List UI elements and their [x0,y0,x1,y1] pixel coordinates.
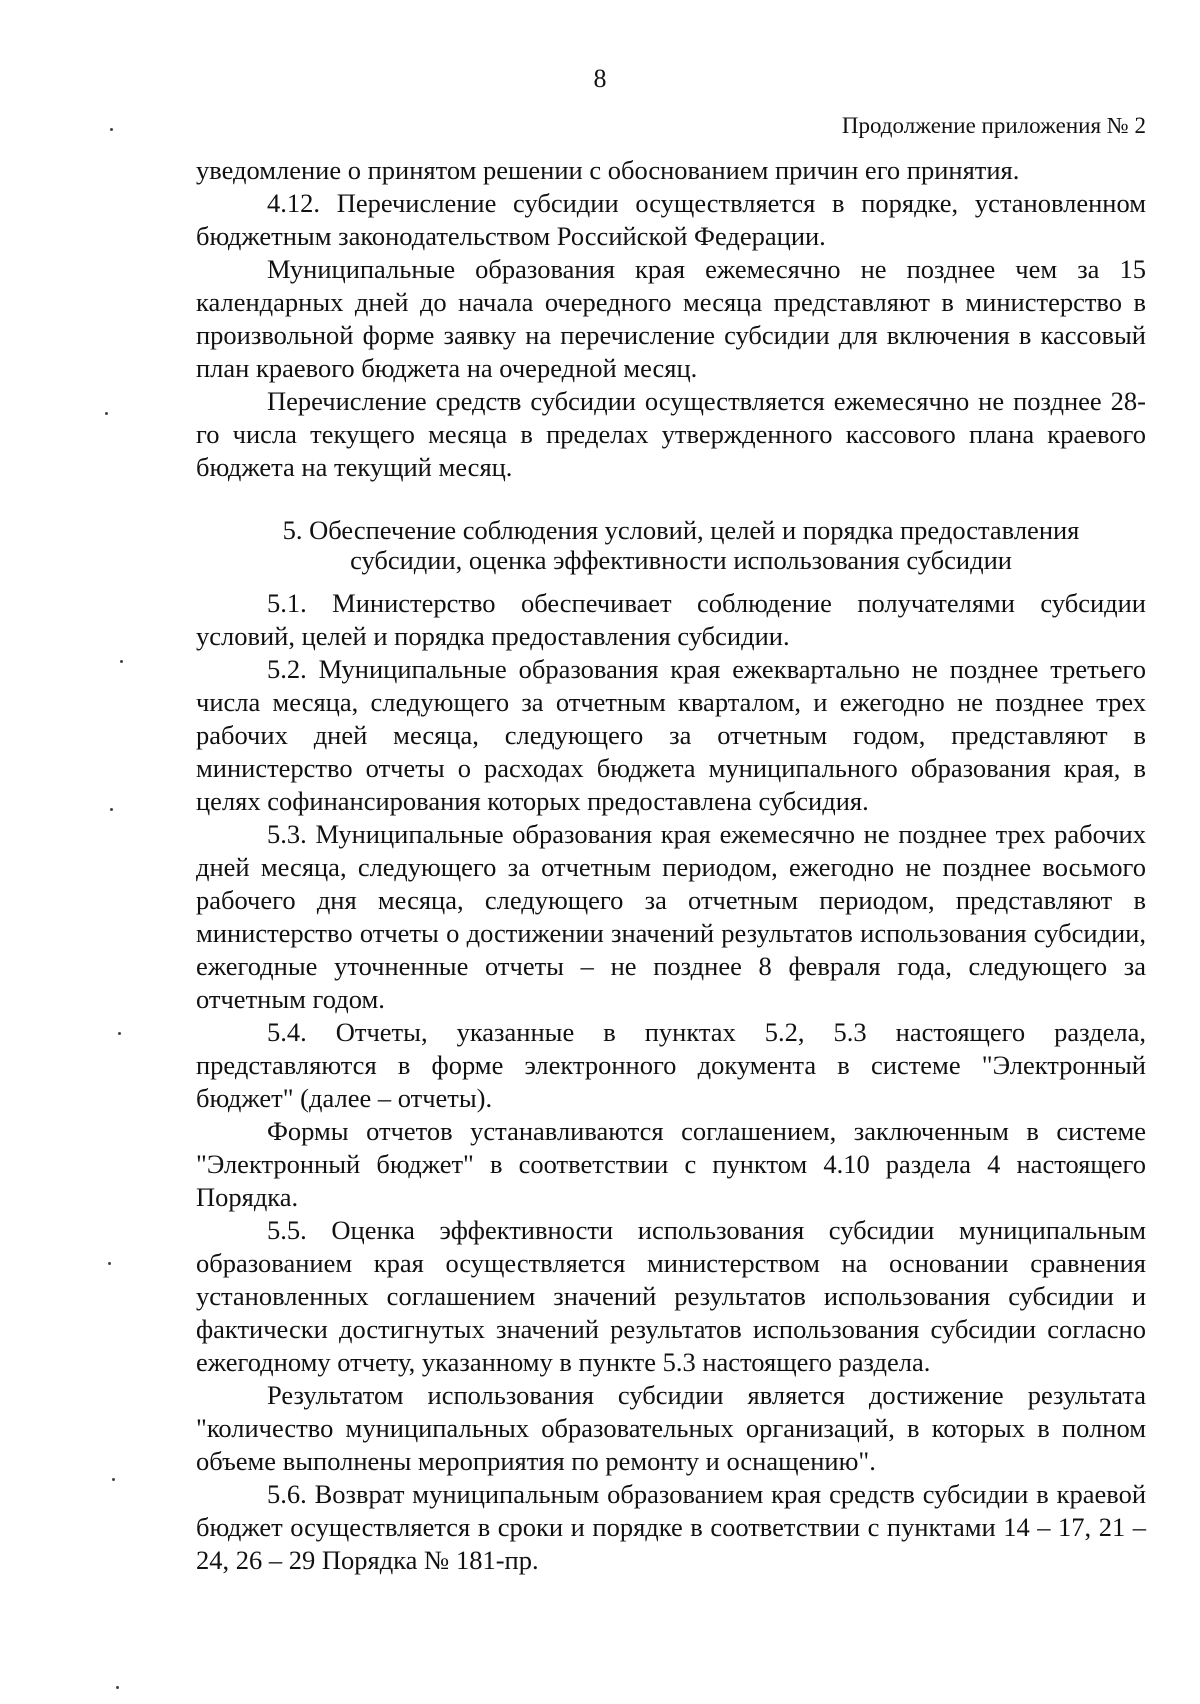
scan-speck [116,1686,119,1689]
paragraph-5-6: 5.6. Возврат муниципальным образованием края средств субсидии в краевой бюджет осуществляется в сроки и порядке в соответствии с пунктами 14 – 17, 21 – 24, 26 – 29 Порядка № 181-пр. [196,1479,1146,1575]
paragraph-continuation: уведомление о принятом решении с обоснованием причин его принятия. [196,155,1020,185]
section-5-title [196,515,1146,575]
paragraph-report-forms: Формы отчетов устанавливаются соглашением, заключенным в системе "Электронный бюджет" в соответствии с пунктом 4.10 раздела 4 настоящего Порядка. [196,1116,1146,1212]
paragraph-5-1: 5.1. Министерство обеспечивает соблюдение получателями субсидии условий, целей и порядка предоставления субсидии. [196,588,1146,651]
scan-speck [110,808,113,811]
scan-speck [108,1262,111,1265]
paragraph-5-2: 5.2. Муниципальные образования края ежеквартально не позднее третьего числа месяца, следующего за отчетным кварталом, и ежегодно не позднее трех рабочих дней месяца, следующего за отчетным годом, представляют в министерство отчеты о расходах бюджета муниципального образования края, в целях софинансирования которых предоставлена субсидия. [196,654,1146,816]
scan-speck [110,128,113,131]
scan-speck [105,412,108,415]
document-body [196,154,1146,1577]
page-number: 8 [593,64,607,93]
scan-speck [118,1032,121,1035]
paragraph-5-4: 5.4. Отчеты, указанные в пунктах 5.2, 5.3 настоящего раздела, представляются в форме электронного документа в системе "Электронный бюджет" (далее – отчеты). [196,1017,1146,1113]
paragraph-5-3: 5.3. Муниципальные образования края ежемесячно не позднее трех рабочих дней месяца, следующего за отчетным периодом, ежегодно не позднее восьмого рабочего дня месяца, следующего за отчетным периодом, представляют в министерство отчеты о достижении значений результатов использования субсидии, ежегодные уточненные отчеты – не позднее 8 февраля года, следующего за отчетным годом. [196,819,1146,1014]
paragraph-monthly-request: Муниципальные образования края ежемесячно не позднее чем за 15 календарных дней до начала очередного месяца представляют в министерство в произвольной форме заявку на перечисление субсидии для включения в кассовый план краевого бюджета на очередной месяц. [196,254,1146,383]
section-5-title-line2: субсидии, оценка эффективности использования субсидии [350,545,1012,575]
section-5-title-line1: 5. Обеспечение соблюдения условий, целей и порядка предоставления [282,515,1080,545]
paragraph-result: Результатом использования субсидии является достижение результата "количество муниципальных образовательных организаций, в которых в полном объеме выполнены мероприятия по ремонту и оснащению". [196,1380,1146,1476]
paragraph-transfer-deadline: Перечисление средств субсидии осуществляется ежемесячно не позднее 28-го числа текущего месяца в пределах утвержденного кассового плана краевого бюджета на текущий месяц. [196,386,1146,482]
paragraph-5-5: 5.5. Оценка эффективности использования субсидии муниципальным образованием края осуществляется министерством на основании сравнения установленных соглашением значений результатов использования субсидии и фактически достигнутых значений результатов использования субсидии согласно ежегодному отчету, указанному в пункте 5.3 настоящего раздела. [196,1215,1146,1377]
scan-speck [112,1478,115,1481]
paragraph-4-12: 4.12. Перечисление субсидии осуществляется в порядке, установленном бюджетным законодательством Российской Федерации. [196,188,1146,251]
appendix-continuation-header: Продолжение приложения № 2 [841,113,1146,138]
scan-speck [120,660,123,663]
